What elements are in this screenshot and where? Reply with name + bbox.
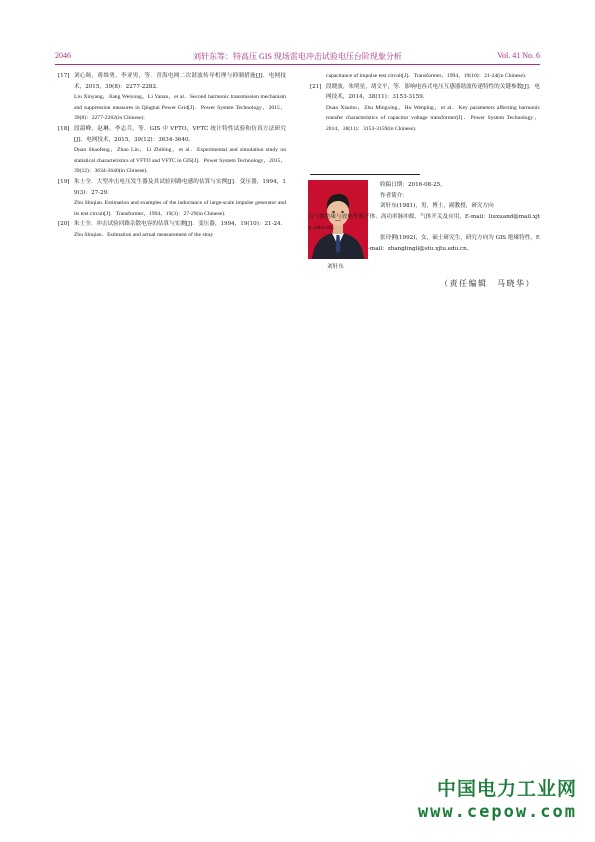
- reference-21: [310, 82, 540, 135]
- section-separator: [310, 174, 420, 175]
- reference-en: Duan Xiaobo，Zhu Mingxing，Hu Wenping，et al．Key parameters affecting harmonic transfer characteristics of capacitor voltage transformer[J]．Power System Technology，2014，38(11)：3153-3159(in Chinese).: [326, 104, 540, 132]
- reference-17: [58, 71, 286, 124]
- reference-cn: 段韶峰，赵琳，李志兵，等．GIS 中 VFTO、VFTC 统计特性试验和仿真方法研究[J]．电网技术，2015，39(12)：3634-3640.: [74, 125, 286, 143]
- reference-number: [19]: [58, 178, 70, 185]
- watermark-site-name: 中国电力工业网: [436, 778, 577, 800]
- reference-en: Zhu Shiqian. Estimation and examples of the inductance of large-scale impulse generator and its test circuit[J]．Transformer，1994，19(3)：27-29(in Chinese).: [74, 200, 286, 217]
- reference-en: capacitance of impulse test circuit[J]．Transformer，1994，19(10)：21-24(in Chinese).: [326, 73, 527, 79]
- reference-cn: 段晓波，朱明星，胡文平，等．影响电容式电压互感器谐波传递特性的关键参数[J]．电网技术，2014，38(11)：3153-3159.: [326, 83, 540, 101]
- photo-caption: 刘轩东: [327, 264, 344, 270]
- reference-en: Zhu Shiqian．Estimation and actual measurement of the stray: [74, 231, 214, 238]
- reference-en: Duan Shaofeng，Zhao Lin，Li Zhibing，et al．Experimental and simulation study on statistical characteristics of VFTO and VFTC in GIS[J]．Power System Technology，2015，39(12)：3634-3640(in Chinese).: [74, 147, 286, 175]
- reference-20-continued: [310, 71, 540, 82]
- reference-cn: 刘心旸，蒋维勇，李亚男，等．青海电网二次谐波传导机理与抑制措施[J]．电网技术，2015，39(8)：2277-2282.: [74, 73, 286, 90]
- watermark-url[interactable]: www.cepow.com: [417, 802, 577, 822]
- reference-cn: 朱士全．冲击试验回路杂散电容的估算与实测[J]．变压器，1994，19(10)：21-24.: [74, 221, 283, 228]
- reference-number: [20]: [58, 221, 70, 228]
- reference-19: [58, 177, 286, 219]
- reference-cn: 朱士全．大型冲击电压发生器及其试验回路电感的估算与实例[J]．变压器，1994，19(3)：27-29.: [74, 178, 286, 196]
- reference-number: [21]: [310, 83, 322, 90]
- running-header: [55, 51, 540, 63]
- received-date: 收稿日期：2016-08-25。: [380, 182, 446, 188]
- reference-number: [17]: [58, 73, 70, 79]
- page-number: 2046: [55, 51, 71, 60]
- references-left-column: [58, 71, 286, 241]
- author-bio: [368, 180, 540, 212]
- reference-en: Liu Xinyang，Jiang Weiyong，Li Yanan，et al．Second harmonic transmission mechanism and suppression measures in Qinghai Power Grid[J]．Power System Technology，2015，39(8)：2277-2282(in Chinese).: [74, 94, 286, 122]
- reference-18: [58, 124, 286, 177]
- reference-number: [18]: [58, 125, 70, 132]
- reference-20: [58, 219, 286, 240]
- author-bio-1-head: 刘轩东(1981)，男，博士，副教授，研究方向: [380, 203, 494, 210]
- author-bio-continued: [308, 212, 540, 254]
- header-rule: [55, 64, 540, 65]
- references-right-column: [310, 71, 540, 135]
- author-bio-1-tail: 为气体绝缘与放电等离子体、高功率脉冲源、气体开关及应用，E-mail：liuxuand@mail.xjtu.edu.cn；: [308, 214, 540, 231]
- volume-issue: Vol. 41 No. 6: [497, 51, 540, 60]
- author-intro-label: 作者简介：: [380, 192, 408, 199]
- author-bio-2: 张玲俐(1992)，女，硕士研究生，研究方向为 GIS 绝缘特性，E-mail：zhanglingli@stu.xjtu.edu.cn。: [368, 235, 540, 252]
- running-title: 刘轩东等：特高压 GIS 现场雷电冲击试验电压台阶现象分析: [193, 52, 402, 61]
- editor-note: （责任编辑 马晓华）: [440, 279, 535, 288]
